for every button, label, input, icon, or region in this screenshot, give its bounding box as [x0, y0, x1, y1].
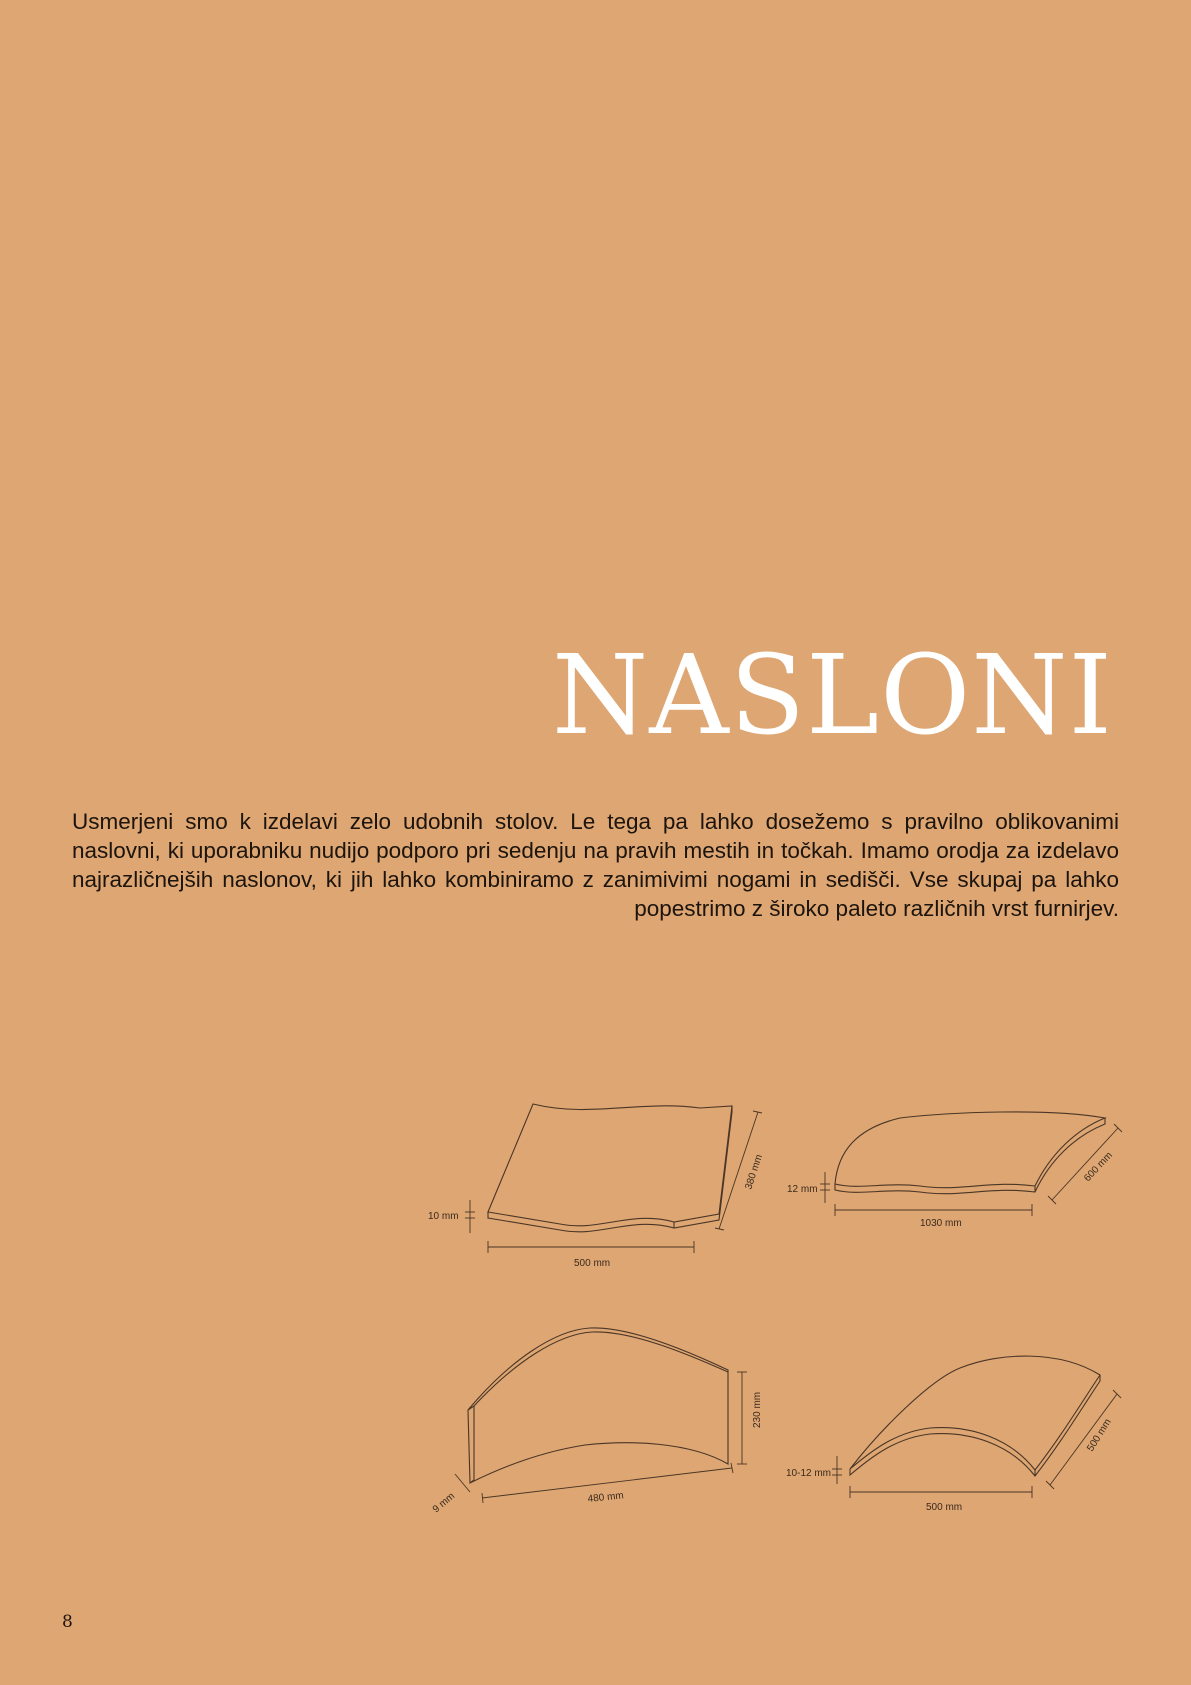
backrest-3-height-label: 230 mm [752, 1391, 763, 1428]
backrest-1-depth-label: 380 mm [743, 1153, 766, 1191]
backrest-3-width-label: 480 mm [587, 1490, 625, 1505]
backrest-4-drawing [786, 1356, 1121, 1513]
backrest-1-drawing [428, 1104, 765, 1269]
backrest-4-thickness-label: 10-12 mm [786, 1468, 832, 1479]
backrest-1-width-label: 500 mm [574, 1258, 611, 1269]
page-title: NASLONI [552, 631, 1113, 759]
backrest-3-thickness-label: 9 mm [430, 1490, 458, 1516]
backrest-4-depth-label: 500 mm [1085, 1417, 1114, 1454]
backrest-2-width-label: 1030 mm [920, 1218, 962, 1229]
intro-paragraph: Usmerjeni smo k izdelavi zelo udobnih stolov. Le tega pa lahko dosežemo s pravilno oblikovanimi naslovni, ki uporabniku nudijo podporo pri sedenju na pravih mestih in točkah. Imamo orodja za izdelavo najrazličnejših naslonov, ki jih lahko kombiniramo z zanimivimi nogami in sedišči. Vse skupaj pa lahko popestrimo z široko paleto različnih vrst furnirjev. [72, 809, 1119, 921]
backrest-4-width-label: 500 mm [926, 1502, 963, 1513]
page-number: 8 [62, 1612, 73, 1632]
backrest-2-thickness-label: 12 mm [787, 1184, 818, 1195]
backrest-1-thickness-label: 10 mm [428, 1211, 459, 1222]
backrest-2-drawing [787, 1112, 1122, 1229]
backrest-2-depth-label: 600 mm [1082, 1150, 1115, 1185]
backrest-3-drawing [431, 1328, 763, 1515]
